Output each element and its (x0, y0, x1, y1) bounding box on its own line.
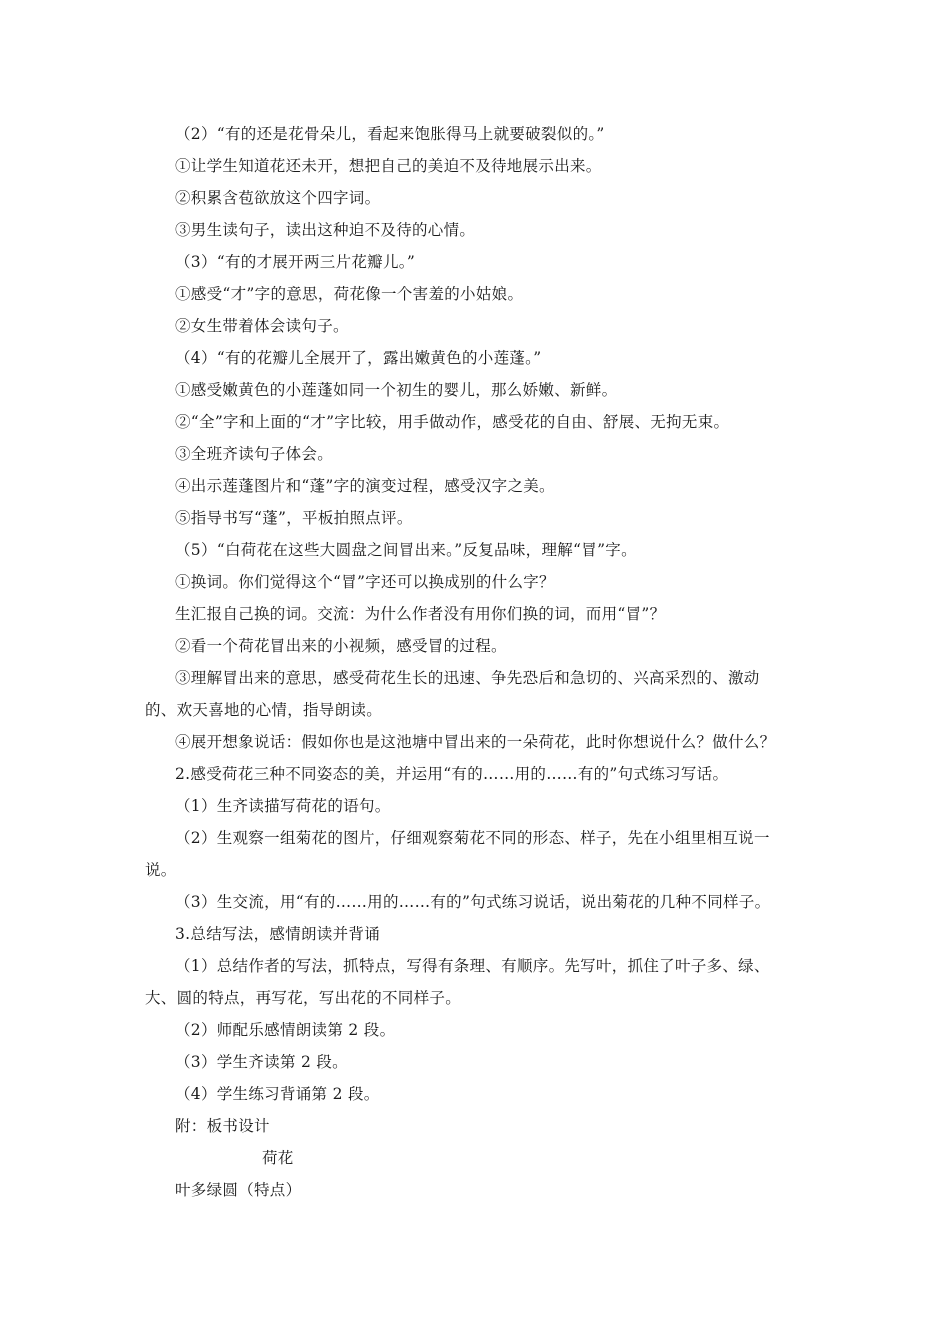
text-line: ②积累含苞欲放这个四字词。 (175, 189, 381, 207)
text-line: （2）生观察一组菊花的图片，仔细观察菊花不同的形态、样子，先在小组里相互说一 (175, 829, 770, 847)
text-line: （2）师配乐感情朗读第 2 段。 (175, 1021, 396, 1039)
text-line: ①感受嫩黄色的小莲蓬如同一个初生的婴儿，那么娇嫩、新鲜。 (175, 381, 618, 399)
text-line: ②看一个荷花冒出来的小视频，感受冒的过程。 (175, 637, 507, 655)
text-line: ③全班齐读句子体会。 (175, 445, 334, 463)
document-body (145, 118, 825, 1206)
text-line: （5）“白荷花在这些大圆盘之间冒出来。”反复品味，理解“冒”字。 (175, 541, 637, 559)
text-line: （3）生交流，用“有的……用的……有的”句式练习说话，说出菊花的几种不同样子。 (175, 893, 771, 911)
text-line: （4）“有的花瓣儿全展开了，露出嫩黄色的小莲蓬。” (175, 349, 542, 367)
text-line: ④展开想象说话：假如你也是这池塘中冒出来的一朵荷花，此时你想说什么？做什么？ (175, 733, 776, 751)
text-line: （1）生齐读描写荷花的语句。 (175, 797, 391, 815)
text-line: ④出示莲蓬图片和“蓬”字的演变过程，感受汉字之美。 (175, 477, 555, 495)
text-line: ②女生带着体会读句子。 (175, 317, 349, 335)
text-line: （3）“有的才展开两三片花瓣儿。” (175, 253, 416, 271)
text-line: ①换词。你们觉得这个“冒”字还可以换成别的什么字？ (175, 573, 555, 591)
text-line: ①感受“才”字的意思，荷花像一个害羞的小姑娘。 (175, 285, 524, 303)
text-line: ③男生读句子，读出这种迫不及待的心情。 (175, 221, 476, 239)
text-line: 2.感受荷花三种不同姿态的美，并运用“有的……用的……有的”句式练习写话。 (175, 765, 729, 783)
text-line: ③理解冒出来的意思，感受荷花生长的迅速、争先恐后和急切的、兴高采烈的、激动 (175, 669, 760, 687)
text-line: 说。 (145, 861, 177, 879)
text-line: （3）学生齐读第 2 段。 (175, 1053, 348, 1071)
text-line: 附：板书设计 (175, 1117, 270, 1135)
text-line: （4）学生练习背诵第 2 段。 (175, 1085, 380, 1103)
text-line: 生汇报自己换的词。交流：为什么作者没有用你们换的词，而用“冒”？ (175, 605, 666, 623)
text-line: 的、欢天喜地的心情，指导朗读。 (145, 701, 383, 719)
text-line: ⑤指导书写“蓬”，平板拍照点评。 (175, 509, 413, 527)
text-line: 叶多绿圆（特点） (175, 1181, 302, 1199)
text-line: 大、圆的特点，再写花，写出花的不同样子。 (145, 989, 462, 1007)
text-line: ①让学生知道花还未开，想把自己的美迫不及待地展示出来。 (175, 157, 602, 175)
text-line: （2）“有的还是花骨朵儿，看起来饱胀得马上就要破裂似的。” (175, 125, 605, 143)
text-line: 荷花 (262, 1149, 294, 1167)
text-line: （1）总结作者的写法，抓特点，写得有条理、有顺序。先写叶，抓住了叶子多、绿、 (175, 957, 770, 975)
text-line: 3.总结写法，感情朗读并背诵 (175, 925, 380, 943)
text-line: ②“全”字和上面的“才”字比较，用手做动作，感受花的自由、舒展、无拘无束。 (175, 413, 730, 431)
